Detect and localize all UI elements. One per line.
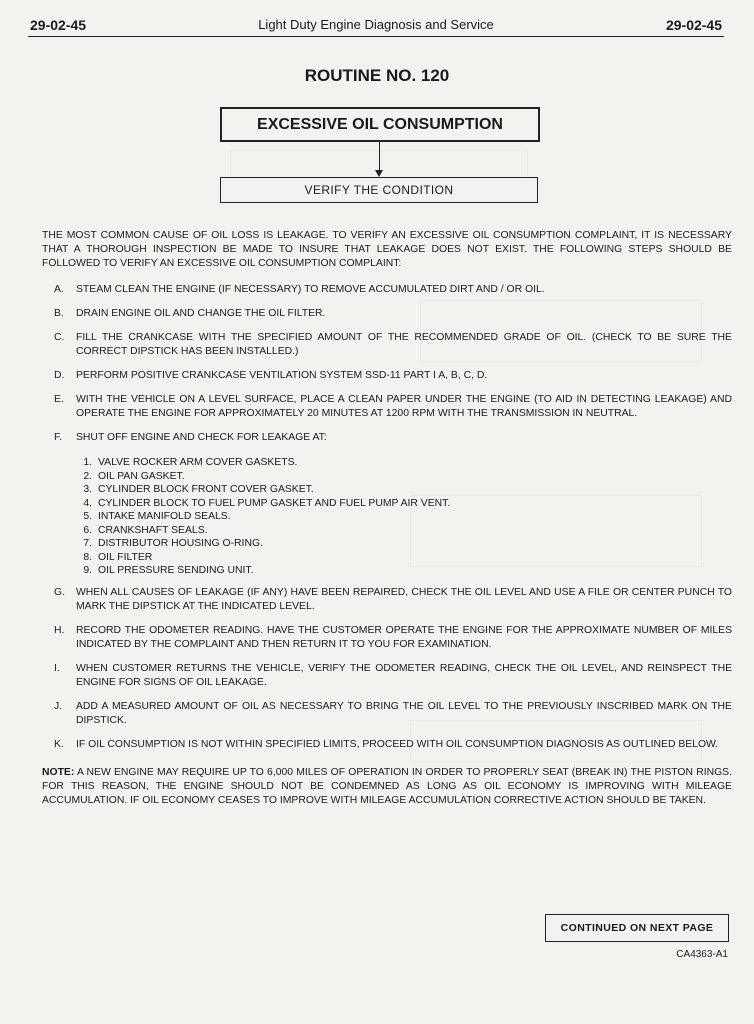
step-text: FILL THE CRANKCASE WITH THE SPECIFIED AMOUNT OF THE RECOMMENDED GRADE OF OIL. (CHECK TO BE SURE THE CORRECT DIPSTICK HAS BEEN INSTALLED.) <box>76 332 732 357</box>
step-i <box>42 662 732 690</box>
flow-arrow-icon <box>375 170 383 177</box>
step-text: IF OIL CONSUMPTION IS NOT WITHIN SPECIFIED LIMITS, PROCEED WITH OIL CONSUMPTION DIAGNOSIS AS OUTLINED BELOW. <box>76 738 719 750</box>
running-title: Light Duty Engine Diagnosis and Service <box>258 17 494 32</box>
list-item-text: OIL PRESSURE SENDING UNIT. <box>98 565 254 576</box>
intro-paragraph: THE MOST COMMON CAUSE OF OIL LOSS IS LEAKAGE. TO VERIFY AN EXCESSIVE OIL CONSUMPTION COMPLAINT, IT IS NECESSARY THAT A THOROUGH INSPECTION BE MADE TO INSURE THAT LEAKAGE DOES NOT EXIST. THE FOLLOWING STEPS SHOULD BE FOLLOWED TO VERIFY AN EXCESSIVE OIL CONSUMPTION COMPLAINT: <box>42 230 732 269</box>
step-h <box>42 624 732 652</box>
step-letter: I. <box>54 662 60 674</box>
routine-title-box <box>220 107 540 142</box>
step-a <box>42 283 732 297</box>
list-item <box>42 483 732 497</box>
list-item <box>42 510 732 524</box>
routine-number: ROUTINE NO. 120 <box>304 66 450 85</box>
list-item-text: OIL FILTER <box>98 551 153 563</box>
list-item-text: INTAKE MANIFOLD SEALS. <box>98 511 231 522</box>
step-c <box>42 331 732 359</box>
step-j <box>42 700 732 728</box>
step-g <box>42 586 732 614</box>
list-item-number: 2. <box>83 470 92 482</box>
page-number-left: 29-02-45 <box>30 17 87 33</box>
list-item-number: 4. <box>83 497 92 509</box>
step-text: STEAM CLEAN THE ENGINE (IF NECESSARY) TO REMOVE ACCUMULATED DIRT AND / OR OIL. <box>76 284 545 295</box>
step-text: ADD A MEASURED AMOUNT OF OIL AS NECESSARY TO BRING THE OIL LEVEL TO THE PREVIOUSLY INSCRIBED MARK ON THE DIPSTICK. <box>76 700 732 726</box>
flow-connector-line <box>379 141 380 173</box>
step-letter: E. <box>54 394 64 405</box>
step-b <box>42 307 732 321</box>
list-item <box>42 551 732 565</box>
verify-condition-box <box>220 177 538 203</box>
list-item-text: CRANKSHAFT SEALS. <box>98 524 208 536</box>
list-item-number: 5. <box>83 511 92 522</box>
list-item-number: 3. <box>83 484 92 495</box>
page-number-right: 29-02-45 <box>665 17 722 33</box>
step-letter: G. <box>54 586 65 598</box>
page-header <box>28 14 724 36</box>
routine-title: EXCESSIVE OIL CONSUMPTION <box>257 115 503 133</box>
step-d <box>42 369 732 383</box>
header-rule <box>28 36 724 37</box>
list-item-text: DISTRIBUTOR HOUSING O-RING. <box>98 538 263 549</box>
list-item-text: CYLINDER BLOCK TO FUEL PUMP GASKET AND FUEL PUMP AIR VENT. <box>98 497 451 509</box>
list-item-number: 7. <box>83 538 92 549</box>
list-item-number: 6. <box>83 524 92 536</box>
continued-box <box>545 914 729 942</box>
note-label: NOTE: <box>42 766 75 778</box>
step-letter: F. <box>54 432 63 443</box>
step-letter: A. <box>54 284 64 295</box>
step-letter: K. <box>54 738 64 750</box>
step-k <box>42 738 732 752</box>
list-item-number: 9. <box>83 565 92 576</box>
step-text: PERFORM POSITIVE CRANKCASE VENTILATION SYSTEM SSD-11 PART I A, B, C, D. <box>76 370 488 381</box>
figure-reference-code: CA4363-A1 <box>676 949 728 960</box>
continued-label: CONTINUED ON NEXT PAGE <box>560 922 714 934</box>
list-item <box>42 456 732 470</box>
list-item <box>42 497 732 511</box>
leak-check-list <box>42 456 732 578</box>
step-letter: C. <box>54 332 65 343</box>
list-item <box>42 537 732 551</box>
step-text: SHUT OFF ENGINE AND CHECK FOR LEAKAGE AT: <box>76 432 327 443</box>
step-text: WHEN ALL CAUSES OF LEAKAGE (IF ANY) HAVE BEEN REPAIRED, CHECK THE OIL LEVEL AND USE A FILE OR CENTER PUNCH TO MARK THE DIPSTICK AT THE INDICATED LEVEL. <box>76 586 732 612</box>
step-text: WITH THE VEHICLE ON A LEVEL SURFACE, PLACE A CLEAN PAPER UNDER THE ENGINE (TO AID IN DETECTING LEAKAGE) AND OPERATE THE ENGINE FOR APPROXIMATELY 20 MINUTES AT 1200 RPM WITH THE TRANSMISSION IN NEUTRAL. <box>76 394 732 419</box>
note-paragraph <box>42 766 732 808</box>
step-e <box>42 393 732 421</box>
note-text: A NEW ENGINE MAY REQUIRE UP TO 6,000 MILES OF OPERATION IN ORDER TO PROPERLY SEAT (BREAK IN) THE PISTON RINGS. FOR THIS REASON, THE ENGINE SHOULD NOT BE CONDEMNED AS LONG AS OIL ECONOMY IS IMPROVING WITH MILEAGE ACCUMULATION. IF OIL ECONOMY CEASES TO IMPROVE WITH MILEAGE ACCUMULATION CORRECTIVE ACTION SHOULD BE TAKEN. <box>42 766 732 806</box>
procedure-body <box>42 229 732 818</box>
list-item <box>42 470 732 484</box>
list-item-text: CYLINDER BLOCK FRONT COVER GASKET. <box>98 484 314 495</box>
list-item-text: OIL PAN GASKET. <box>98 470 185 482</box>
step-letter: D. <box>54 370 65 381</box>
list-item-number: 1. <box>83 457 92 468</box>
step-letter: B. <box>54 308 64 319</box>
list-item <box>42 524 732 538</box>
list-item <box>42 564 732 578</box>
step-text: WHEN CUSTOMER RETURNS THE VEHICLE, VERIFY THE ODOMETER READING, CHECK THE OIL LEVEL, AND REINSPECT THE ENGINE FOR SIGNS OF OIL LEAKAGE. <box>76 662 732 688</box>
step-text: RECORD THE ODOMETER READING. HAVE THE CUSTOMER OPERATE THE ENGINE FOR THE APPROXIMATE NUMBER OF MILES INDICATED BY THE COMPLAINT AND THEN RETURN IT TO YOU FOR EXAMINATION. <box>76 624 732 650</box>
list-item-text: VALVE ROCKER ARM COVER GASKETS. <box>98 457 298 468</box>
verify-condition-label: VERIFY THE CONDITION <box>304 183 454 197</box>
step-f <box>42 431 732 445</box>
step-text: DRAIN ENGINE OIL AND CHANGE THE OIL FILTER. <box>76 308 326 319</box>
list-item-number: 8. <box>83 551 92 563</box>
step-letter: J. <box>54 700 63 712</box>
step-letter: H. <box>54 624 65 636</box>
